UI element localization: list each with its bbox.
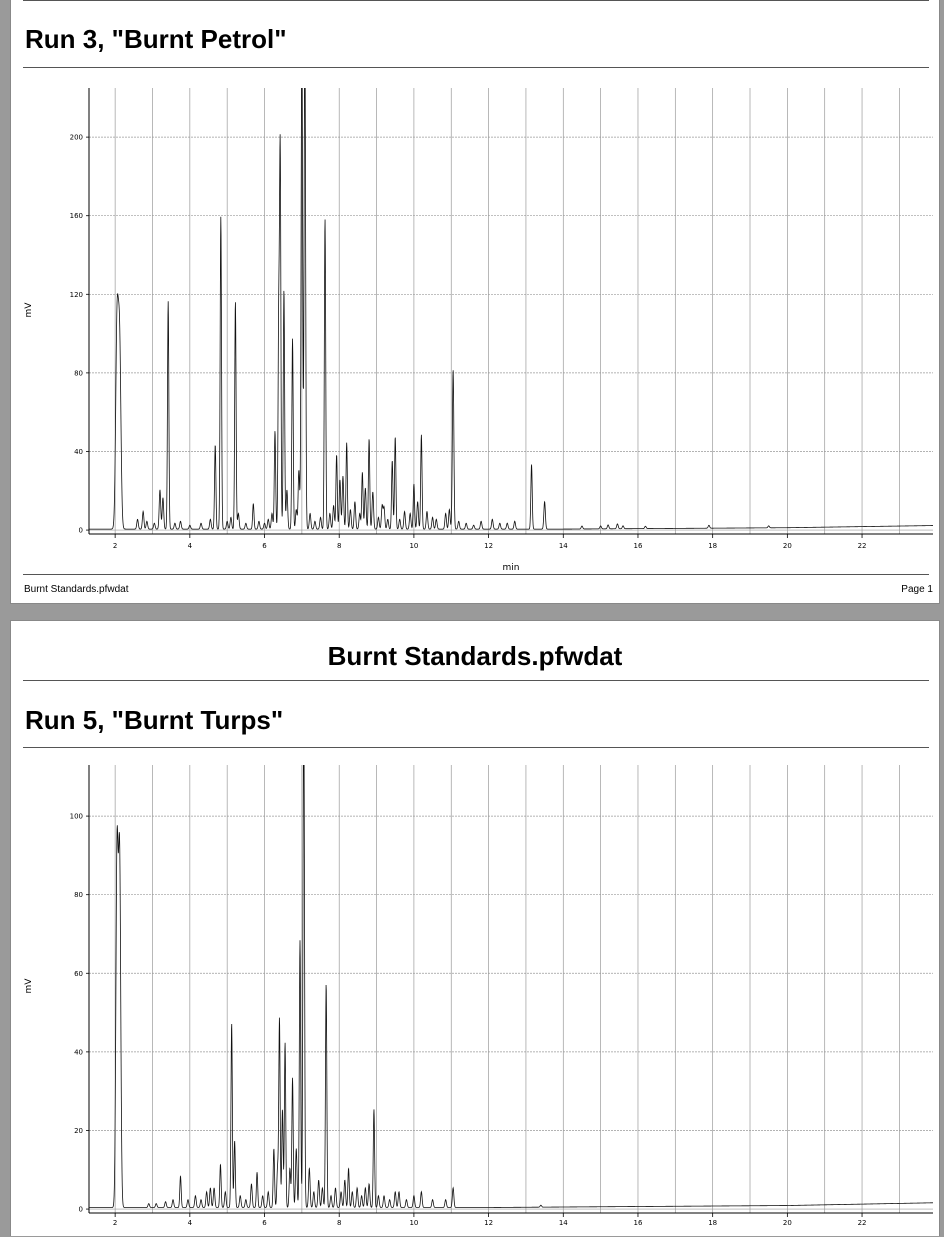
page-1 bbox=[10, 0, 940, 604]
y-tick-label: 160 bbox=[69, 212, 83, 221]
y-tick-label: 60 bbox=[74, 969, 83, 978]
signal-trace bbox=[89, 33, 933, 529]
signal-trace bbox=[89, 697, 933, 1208]
x-tick-label: 22 bbox=[857, 1219, 867, 1227]
x-axis-label: min bbox=[502, 563, 520, 573]
x-tick-label: 20 bbox=[782, 1219, 792, 1227]
x-tick-label: 10 bbox=[409, 1219, 419, 1227]
page-2 bbox=[10, 620, 940, 1236]
chart-title-run-5: Run 5, "Burnt Turps" bbox=[25, 705, 284, 735]
x-tick-label: 8 bbox=[336, 542, 342, 550]
y-tick-label: 20 bbox=[74, 1126, 83, 1135]
y-tick-label: 120 bbox=[69, 290, 83, 299]
y-axis-label: mV bbox=[24, 978, 34, 994]
y-tick-label: 40 bbox=[74, 1048, 83, 1057]
y-tick-label: 80 bbox=[74, 369, 83, 378]
x-tick-label: 18 bbox=[708, 542, 718, 550]
document-header-title: Burnt Standards.pfwdat bbox=[327, 641, 623, 671]
y-tick-label: 40 bbox=[74, 447, 83, 456]
chromatogram-run-3 bbox=[11, 0, 941, 604]
x-tick-label: 4 bbox=[187, 542, 193, 550]
x-tick-label: 16 bbox=[633, 1219, 643, 1227]
y-tick-label: 0 bbox=[78, 1205, 83, 1214]
footer-page-number: Page 1 bbox=[901, 584, 933, 595]
x-tick-label: 16 bbox=[633, 542, 643, 550]
x-tick-label: 14 bbox=[558, 1219, 568, 1227]
y-tick-label: 100 bbox=[69, 812, 83, 821]
y-tick-label: 0 bbox=[78, 526, 83, 535]
x-tick-label: 12 bbox=[484, 1219, 494, 1227]
footer-filename: Burnt Standards.pfwdat bbox=[24, 584, 129, 595]
x-tick-label: 10 bbox=[409, 542, 419, 550]
x-tick-label: 6 bbox=[262, 1219, 267, 1227]
x-tick-label: 14 bbox=[558, 542, 568, 550]
x-tick-label: 6 bbox=[262, 542, 267, 550]
y-axis-label: mV bbox=[24, 302, 34, 318]
x-tick-label: 8 bbox=[336, 1219, 342, 1227]
y-tick-label: 80 bbox=[74, 891, 83, 900]
footer-rule bbox=[23, 574, 929, 575]
x-tick-label: 12 bbox=[484, 542, 494, 550]
y-tick-label: 200 bbox=[69, 133, 83, 142]
x-tick-label: 20 bbox=[782, 542, 792, 550]
chromatogram-run-5 bbox=[11, 621, 941, 1237]
x-tick-label: 22 bbox=[857, 542, 867, 550]
x-tick-label: 2 bbox=[112, 1219, 118, 1227]
chart-title-run-3: Run 3, "Burnt Petrol" bbox=[25, 24, 287, 54]
x-tick-label: 4 bbox=[187, 1219, 193, 1227]
x-tick-label: 18 bbox=[708, 1219, 718, 1227]
x-tick-label: 2 bbox=[112, 542, 118, 550]
